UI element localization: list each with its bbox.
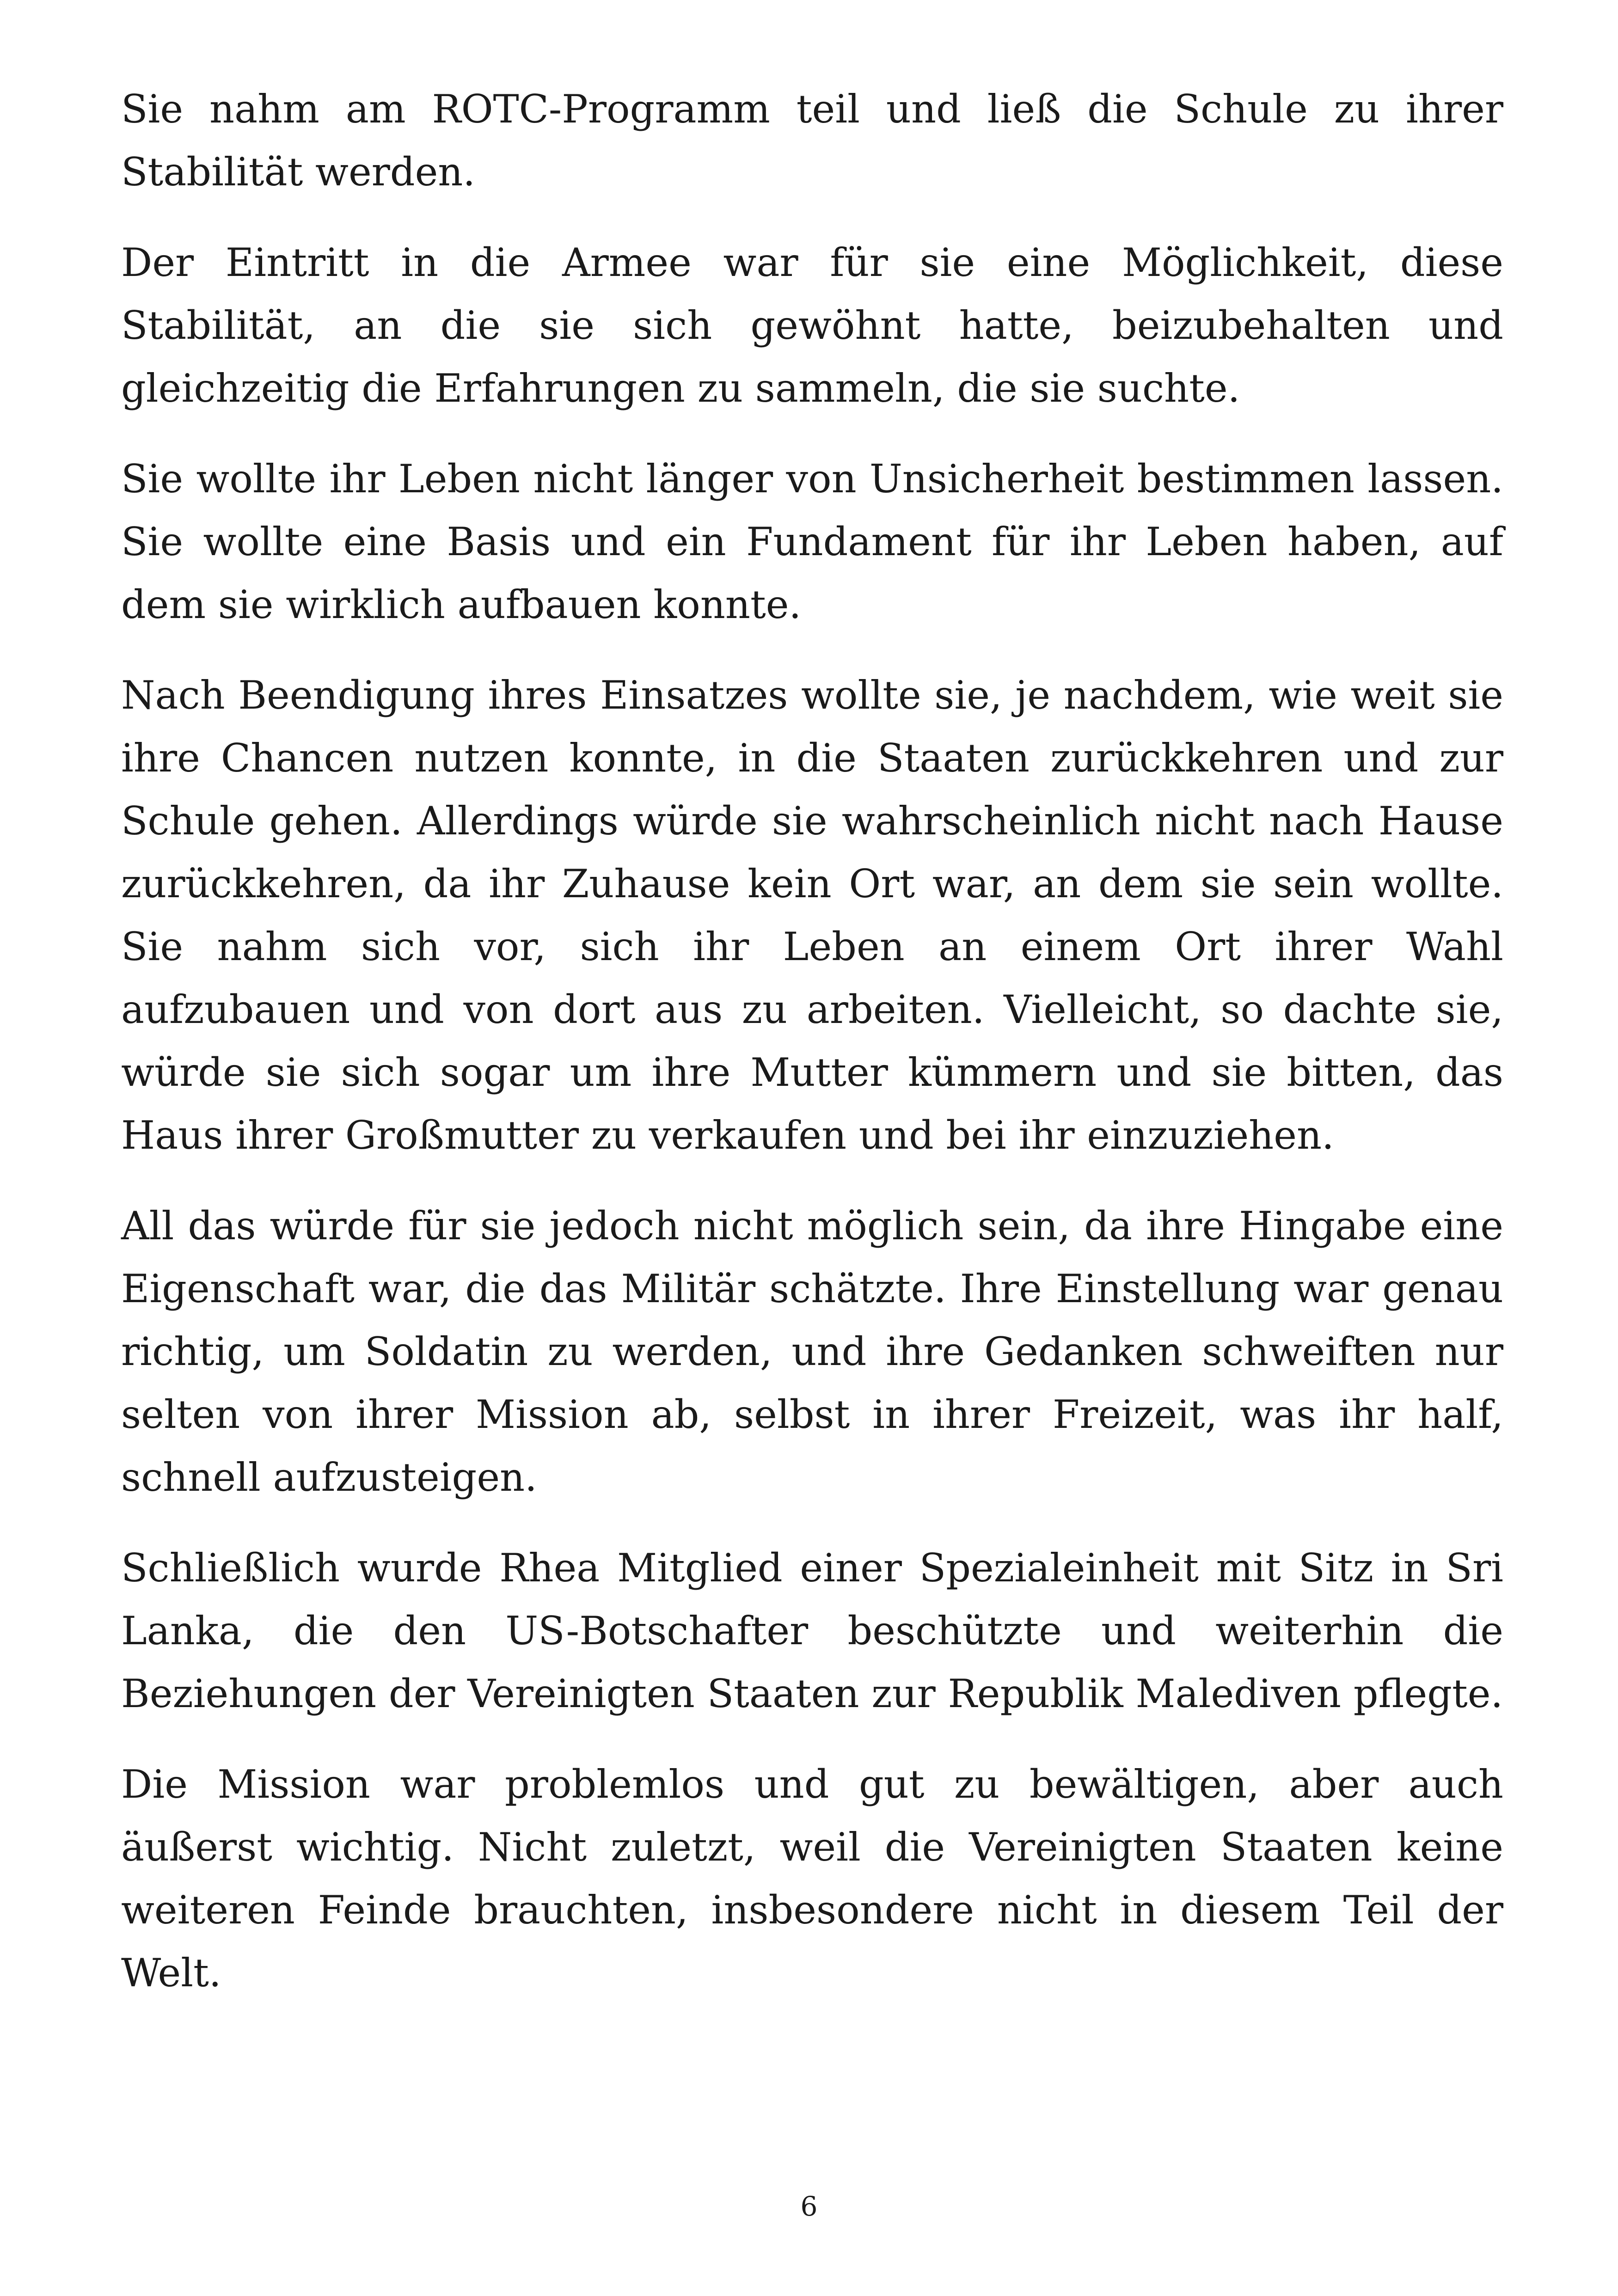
- paragraph: Schließlich wurde Rhea Mitglied einer Spezialeinheit mit Sitz in Sri Lanka, die den US-Botschafter beschützte und weiterhin die Beziehungen der Vereinigten Staaten zur Republik Malediven pflegte.: [121, 1545, 1503, 1716]
- paragraph: All das würde für sie jedoch nicht möglich sein, da ihre Hingabe eine Eigenschaft war, die das Militär schätzte. Ihre Einstellung war genau richtig, um Soldatin zu werden, und ihre Gedanken schweiften nur selten von ihrer Mission ab, selbst in ihrer Freizeit, was ihr half, schnell aufzusteigen.: [121, 1203, 1503, 1500]
- paragraph: Sie wollte ihr Leben nicht länger von Unsicherheit bestimmen lassen. Sie wollte eine Basis und ein Fundament für ihr Leben haben, auf dem sie wirklich aufbauen konnte.: [121, 456, 1503, 627]
- page-number: 6: [800, 2191, 818, 2222]
- body-text: [121, 78, 1503, 2032]
- paragraph: Sie nahm am ROTC-Programm teil und ließ die Schule zu ihrer Stabilität werden.: [121, 86, 1503, 195]
- paragraph: Der Eintritt in die Armee war für sie eine Möglichkeit, diese Stabilität, an die sie sich gewöhnt hatte, beizubehalten und gleichzeitig die Erfahrungen zu sammeln, die sie suchte.: [121, 240, 1503, 411]
- paragraph: Die Mission war problemlos und gut zu bewältigen, aber auch äußerst wichtig. Nicht zuletzt, weil die Vereinigten Staaten keine weiteren Feinde brauchten, insbesondere nicht in diesem Teil der Welt.: [121, 1762, 1503, 1996]
- paragraph: Nach Beendigung ihres Einsatzes wollte sie, je nachdem, wie weit sie ihre Chancen nutzen konnte, in die Staaten zurückkehren und zur Schule gehen. Allerdings würde sie wahrscheinlich nicht nach Hause zurückkehren, da ihr Zuhause kein Ort war, an dem sie sein wollte. Sie nahm sich vor, sich ihr Leben an einem Ort ihrer Wahl aufzubauen und von dort aus zu arbeiten. Vielleicht, so dachte sie, würde sie sich sogar um ihre Mutter kümmern und sie bitten, das Haus ihrer Großmutter zu verkaufen und bei ihr einzuziehen.: [121, 673, 1503, 1158]
